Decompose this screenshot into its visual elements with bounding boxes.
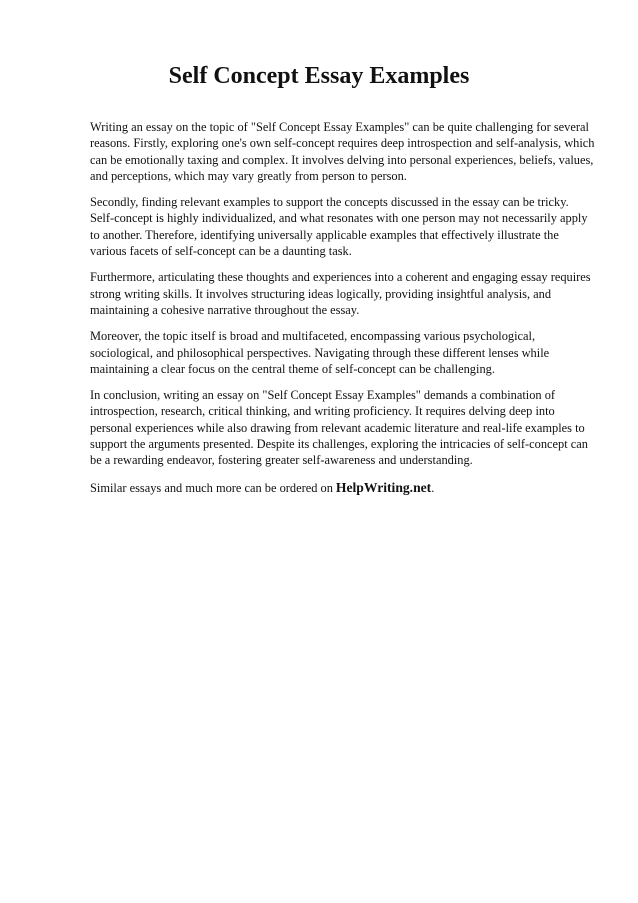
- paragraph-intro: Writing an essay on the topic of "Self Concept Essay Examples" can be quite challenging for several reasons. Firstly, exploring one's own self-concept requires deep introspection and self-analysis, which can be emotionally taxing and complex. It involves delving into personal experiences, beliefs, values, and perceptions, which may vary greatly from person to person.: [90, 120, 595, 183]
- paragraph-examples: Secondly, finding relevant examples to support the concepts discussed in the essay can be tricky. Self-concept is highly individualized, and what resonates with one person may not necessarily apply to another. Therefore, identifying universally applicable examples that effectively illustrate the various facets of self-concept can be a daunting task.: [90, 195, 588, 259]
- order-footer-text: Similar essays and much more can be ordered on: [90, 480, 333, 495]
- order-footer-period: .: [431, 480, 435, 495]
- essay-body: [90, 119, 595, 497]
- order-footer: [90, 479, 595, 497]
- helpwriting-link[interactable]: HelpWriting.net: [335, 479, 432, 495]
- paragraph-topic-scope: Moreover, the topic itself is broad and multifaceted, encompassing various psychological, sociological, and philosophical perspectives. Navigating through these different lenses while maintaining a clear focus on the central theme of self-concept can be challenging.: [90, 329, 550, 376]
- paragraph-writing-skills: Furthermore, articulating these thoughts and experiences into a coherent and engaging essay requires strong writing skills. It involves structuring ideas logically, providing insightful analysis, and maintaining a cohesive narrative throughout the essay.: [90, 270, 591, 317]
- page-title: Self Concept Essay Examples: [168, 63, 470, 89]
- paragraph-conclusion: In conclusion, writing an essay on "Self Concept Essay Examples" demands a combination of introspection, research, critical thinking, and writing proficiency. It requires delving deep into personal experiences while also drawing from relevant academic literature and real-life examples to support the arguments presented. Despite its challenges, exploring the intricacies of self-concept can be a rewarding endeavor, fostering greater self-awareness and understanding.: [90, 388, 588, 468]
